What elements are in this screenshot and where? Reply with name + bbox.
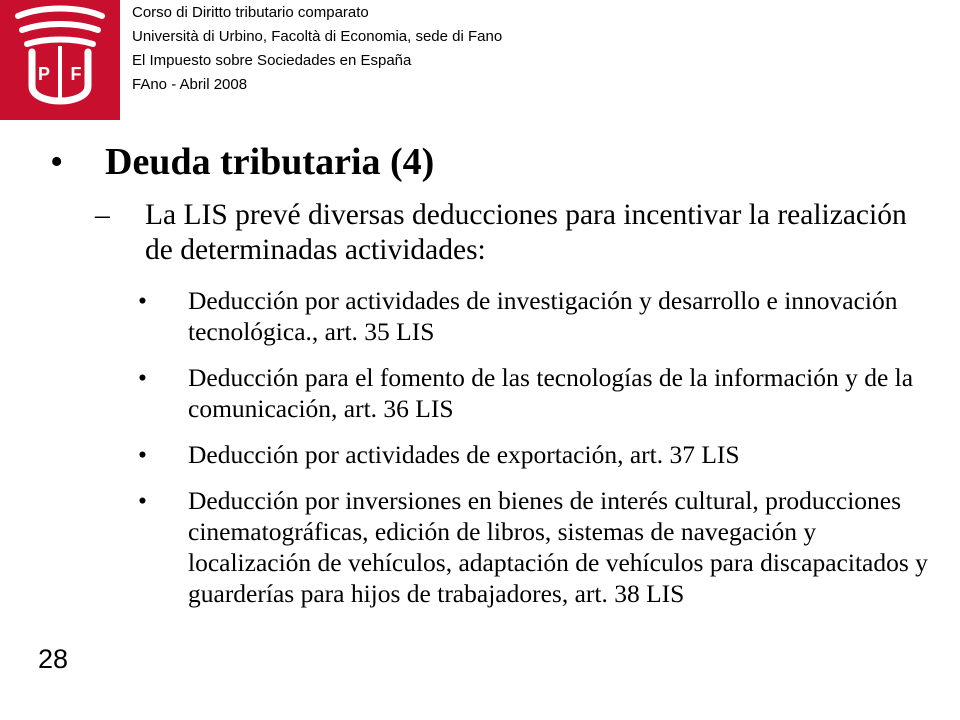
university-name: Università di Urbino, Facoltà di Economia, sede di Fano [132, 28, 503, 45]
item-text: Deducción por actividades de investigación y desarrollo e innovación tecnológica., art. 35 LIS [188, 286, 898, 346]
slide-title: Deuda tributaria (4) [105, 141, 435, 183]
course-date: FAno - Abril 2008 [132, 76, 248, 93]
list-item [138, 439, 938, 470]
slide-number: 28 [38, 644, 69, 674]
item-bullet: • [138, 440, 147, 469]
item-text: Deducción por inversiones en bienes de interés cultural, producciones cinematográficas, edición de libros, sistemas de navegación y localización de vehículos, adaptación de vehículos para discapacitados y guarderías para hijos de trabajadores, art. 38 LIS [188, 486, 928, 608]
item-text: Deducción por actividades de exportación, art. 37 LIS [188, 440, 740, 469]
logo-letter-f: F [70, 64, 82, 84]
list-item [138, 285, 938, 347]
list-item [138, 485, 938, 609]
list-item [138, 362, 938, 424]
university-logo [0, 0, 120, 120]
item-bullet: • [138, 286, 147, 315]
course-header [132, 1, 502, 97]
course-title: Corso di Diritto tributario comparato [132, 4, 369, 21]
subtitle-text: La LIS prevé diversas deducciones para incentivar la realización de determinadas actividades: [145, 199, 907, 266]
subtitle-block [95, 198, 935, 268]
logo-letter-p: P [37, 64, 51, 84]
item-bullet: • [138, 486, 147, 515]
item-bullet: • [138, 363, 147, 392]
logo-emblem [0, 0, 120, 120]
title-bullet: • [50, 141, 64, 183]
subtitle-dash: – [95, 199, 110, 231]
deduction-list [138, 285, 938, 624]
item-text: Deducción para el fomento de las tecnologías de la información y de la comunicación, art. 36 LIS [188, 363, 914, 423]
course-subject: El Impuesto sobre Sociedades en España [132, 52, 412, 69]
